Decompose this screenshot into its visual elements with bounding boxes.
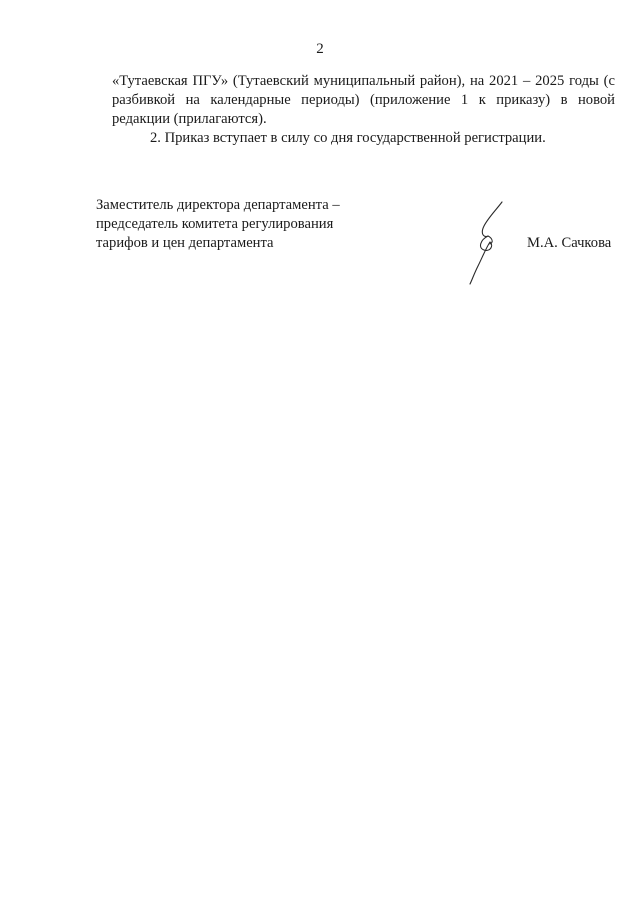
paragraph-continuation: «Тутаевская ПГУ» (Тутаевский муниципальный район), на 2021 – 2025 годы (с разбивкой на календарные периоды) (приложение 1 к приказу) в новой редакции (прилагаются). [112,73,615,127]
position-line: тарифов и цен департамента [96,235,274,251]
signatory-position [96,196,396,253]
page-number: 2 [316,41,324,57]
position-line: Заместитель директора департамента – [96,197,340,213]
signatory-name: М.А. Сачкова [527,235,612,251]
document-body [112,72,615,148]
paragraph-item-2: 2. Приказ вступает в силу со дня государственной регистрации. [150,130,546,146]
position-line: председатель комитета регулирования [96,216,334,232]
handwritten-signature [460,196,530,286]
